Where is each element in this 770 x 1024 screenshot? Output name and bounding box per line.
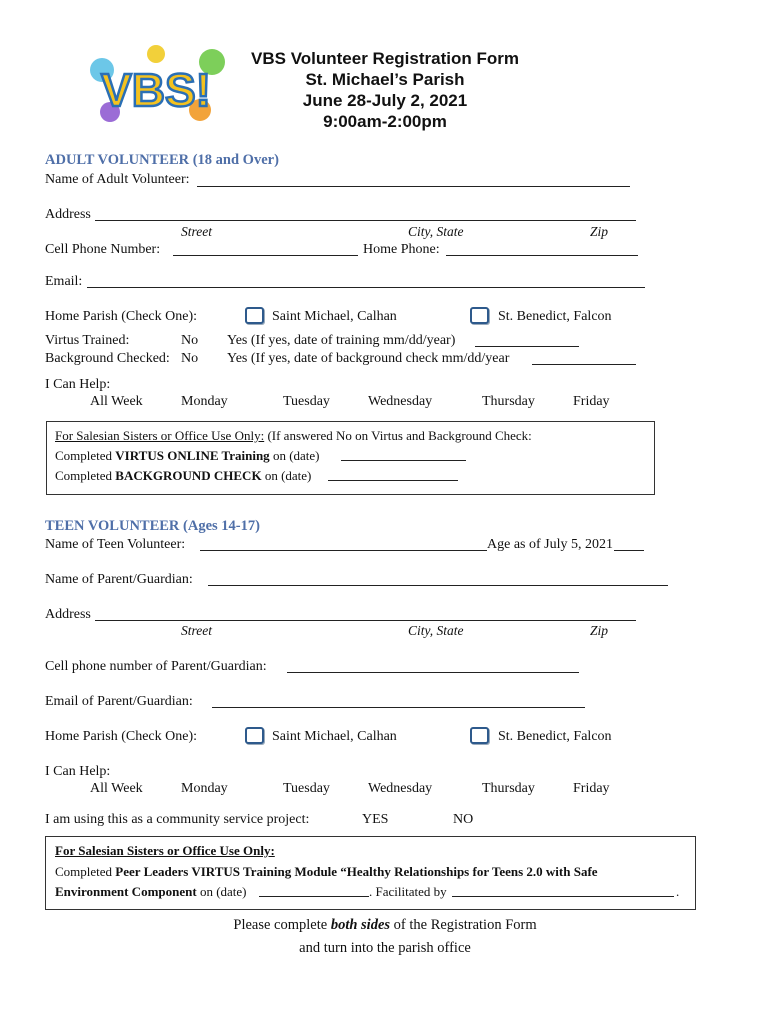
- teen-parish-option-st-michael: Saint Michael, Calhan: [272, 729, 397, 744]
- adult-address-field[interactable]: [95, 220, 636, 221]
- adult-office-background-check: BACKGROUND CHECK: [115, 468, 262, 483]
- footer-instruction-line2: and turn into the parish office: [299, 940, 471, 956]
- adult-cell-field[interactable]: [173, 255, 358, 256]
- teen-city-state-caption: City, State: [408, 623, 464, 638]
- teen-address-label: Address: [45, 607, 91, 622]
- adult-home-phone-field[interactable]: [446, 255, 638, 256]
- teen-street-caption: Street: [181, 623, 212, 638]
- adult-parish-checkbox-st-benedict[interactable]: [470, 307, 489, 324]
- adult-office-completed-text: Completed: [55, 448, 113, 463]
- adult-day-friday[interactable]: Friday: [573, 394, 610, 409]
- teen-office-date-field[interactable]: [259, 896, 369, 897]
- parent-email-field[interactable]: [212, 707, 585, 708]
- adult-cell-label: Cell Phone Number:: [45, 242, 161, 257]
- adult-office-virtus-online: VIRTUS ONLINE Training: [115, 448, 270, 463]
- teen-parish-label: Home Parish (Check One):: [45, 729, 198, 744]
- parent-cell-field[interactable]: [287, 672, 579, 673]
- teen-zip-caption: Zip: [590, 623, 609, 638]
- adult-day-wednesday[interactable]: Wednesday: [368, 394, 433, 409]
- adult-office-background-date-field[interactable]: [328, 480, 458, 481]
- form-title: VBS Volunteer Registration Form: [251, 49, 519, 68]
- teen-office-heading: For Salesian Sisters or Office Use Only:: [55, 843, 275, 858]
- parish-name: St. Michael’s Parish: [305, 70, 465, 89]
- service-no-option[interactable]: NO: [453, 812, 474, 827]
- adult-section-heading: ADULT VOLUNTEER (18 and Over): [45, 152, 279, 168]
- teen-office-facilitated-label: . Facilitated by: [369, 884, 447, 899]
- teen-age-label: Age as of July 5, 2021: [487, 537, 613, 552]
- adult-email-field[interactable]: [87, 287, 645, 288]
- teen-day-thursday[interactable]: Thursday: [482, 781, 535, 796]
- teen-office-facilitator-field[interactable]: [452, 896, 674, 897]
- virtus-no-option[interactable]: No: [181, 333, 199, 348]
- teen-day-friday[interactable]: Friday: [573, 781, 610, 796]
- teen-day-wednesday[interactable]: Wednesday: [368, 781, 433, 796]
- parent-cell-label: Cell phone number of Parent/Guardian:: [45, 659, 267, 674]
- teen-office-date-label: on (date): [199, 884, 247, 899]
- parent-name-label: Name of Parent/Guardian:: [45, 572, 193, 587]
- parent-name-field[interactable]: [208, 585, 668, 586]
- teen-day-tuesday[interactable]: Tuesday: [283, 781, 330, 796]
- teen-parish-checkbox-st-benedict[interactable]: [470, 727, 489, 744]
- adult-office-date-label-2: on (date): [264, 468, 312, 483]
- adult-parish-option-st-michael: Saint Michael, Calhan: [272, 309, 397, 324]
- service-project-label: I am using this as a community service project:: [45, 812, 310, 827]
- teen-day-monday[interactable]: Monday: [181, 781, 228, 796]
- adult-office-heading-row: [55, 428, 532, 444]
- adult-day-thursday[interactable]: Thursday: [482, 394, 535, 409]
- adult-name-field[interactable]: [197, 186, 630, 187]
- virtus-label: Virtus Trained:: [45, 333, 130, 348]
- adult-office-virtus-row: [55, 448, 320, 464]
- adult-office-virtus-date-field[interactable]: [341, 460, 466, 461]
- virtus-date-field[interactable]: [475, 346, 579, 347]
- service-yes-option[interactable]: YES: [362, 812, 389, 827]
- adult-parish-label: Home Parish (Check One):: [45, 309, 198, 324]
- adult-office-background-row: [55, 468, 311, 484]
- teen-office-environment-component: Environment Component: [55, 884, 197, 899]
- adult-office-date-label: on (date): [272, 448, 320, 463]
- footer-both-sides: both sides: [330, 917, 391, 933]
- adult-city-state-caption: City, State: [408, 224, 464, 239]
- teen-office-period: .: [676, 884, 680, 899]
- background-label: Background Checked:: [45, 351, 170, 366]
- background-date-field[interactable]: [532, 364, 636, 365]
- adult-parish-option-st-benedict: St. Benedict, Falcon: [498, 309, 612, 324]
- adult-zip-caption: Zip: [590, 224, 609, 239]
- parent-email-label: Email of Parent/Guardian:: [45, 694, 193, 709]
- event-dates: June 28-July 2, 2021: [302, 91, 468, 110]
- adult-office-heading: For Salesian Sisters or Office Use Only:: [55, 428, 265, 443]
- teen-office-training-row: [55, 864, 598, 880]
- adult-day-all-week[interactable]: All Week: [90, 394, 143, 409]
- teen-address-field[interactable]: [95, 620, 636, 621]
- teen-section-heading: TEEN VOLUNTEER (Ages 14-17): [45, 518, 260, 534]
- footer-text-post: of the Registration Form: [393, 917, 537, 933]
- adult-street-caption: Street: [181, 224, 212, 239]
- adult-home-phone-label: Home Phone:: [363, 242, 440, 257]
- teen-name-field[interactable]: [200, 550, 487, 551]
- adult-day-tuesday[interactable]: Tuesday: [283, 394, 330, 409]
- adult-address-label: Address: [45, 207, 91, 222]
- adult-email-label: Email:: [45, 274, 83, 289]
- adult-office-heading-note: (If answered No on Virtus and Background Check:: [267, 428, 532, 443]
- teen-day-all-week[interactable]: All Week: [90, 781, 143, 796]
- adult-office-completed-text-2: Completed: [55, 468, 113, 483]
- teen-office-training-module: Peer Leaders VIRTUS Training Module “Healthy Relationships for Teens 2.0 with Safe: [115, 864, 598, 879]
- teen-age-field[interactable]: [614, 550, 644, 551]
- adult-name-label: Name of Adult Volunteer:: [45, 172, 190, 187]
- svg-text:VBS!: VBS!: [101, 64, 211, 116]
- virtus-yes-option[interactable]: Yes (If yes, date of training mm/dd/year): [227, 333, 456, 348]
- adult-help-label: I Can Help:: [45, 377, 111, 392]
- teen-office-heading-row: [55, 843, 275, 859]
- teen-help-label: I Can Help:: [45, 764, 111, 779]
- background-yes-option[interactable]: Yes (If yes, date of background check mm/dd/year: [227, 351, 510, 366]
- teen-office-environment-row: [55, 884, 247, 900]
- vbs-logo: [82, 40, 230, 130]
- teen-office-completed-text: Completed: [55, 864, 113, 879]
- adult-day-monday[interactable]: Monday: [181, 394, 228, 409]
- teen-parish-option-st-benedict: St. Benedict, Falcon: [498, 729, 612, 744]
- background-no-option[interactable]: No: [181, 351, 199, 366]
- footer-instruction-line1: [0, 917, 770, 934]
- adult-parish-checkbox-st-michael[interactable]: [245, 307, 264, 324]
- footer-text-pre: Please complete: [233, 917, 328, 933]
- event-time: 9:00am-2:00pm: [323, 112, 447, 131]
- teen-name-label: Name of Teen Volunteer:: [45, 537, 186, 552]
- teen-parish-checkbox-st-michael[interactable]: [245, 727, 264, 744]
